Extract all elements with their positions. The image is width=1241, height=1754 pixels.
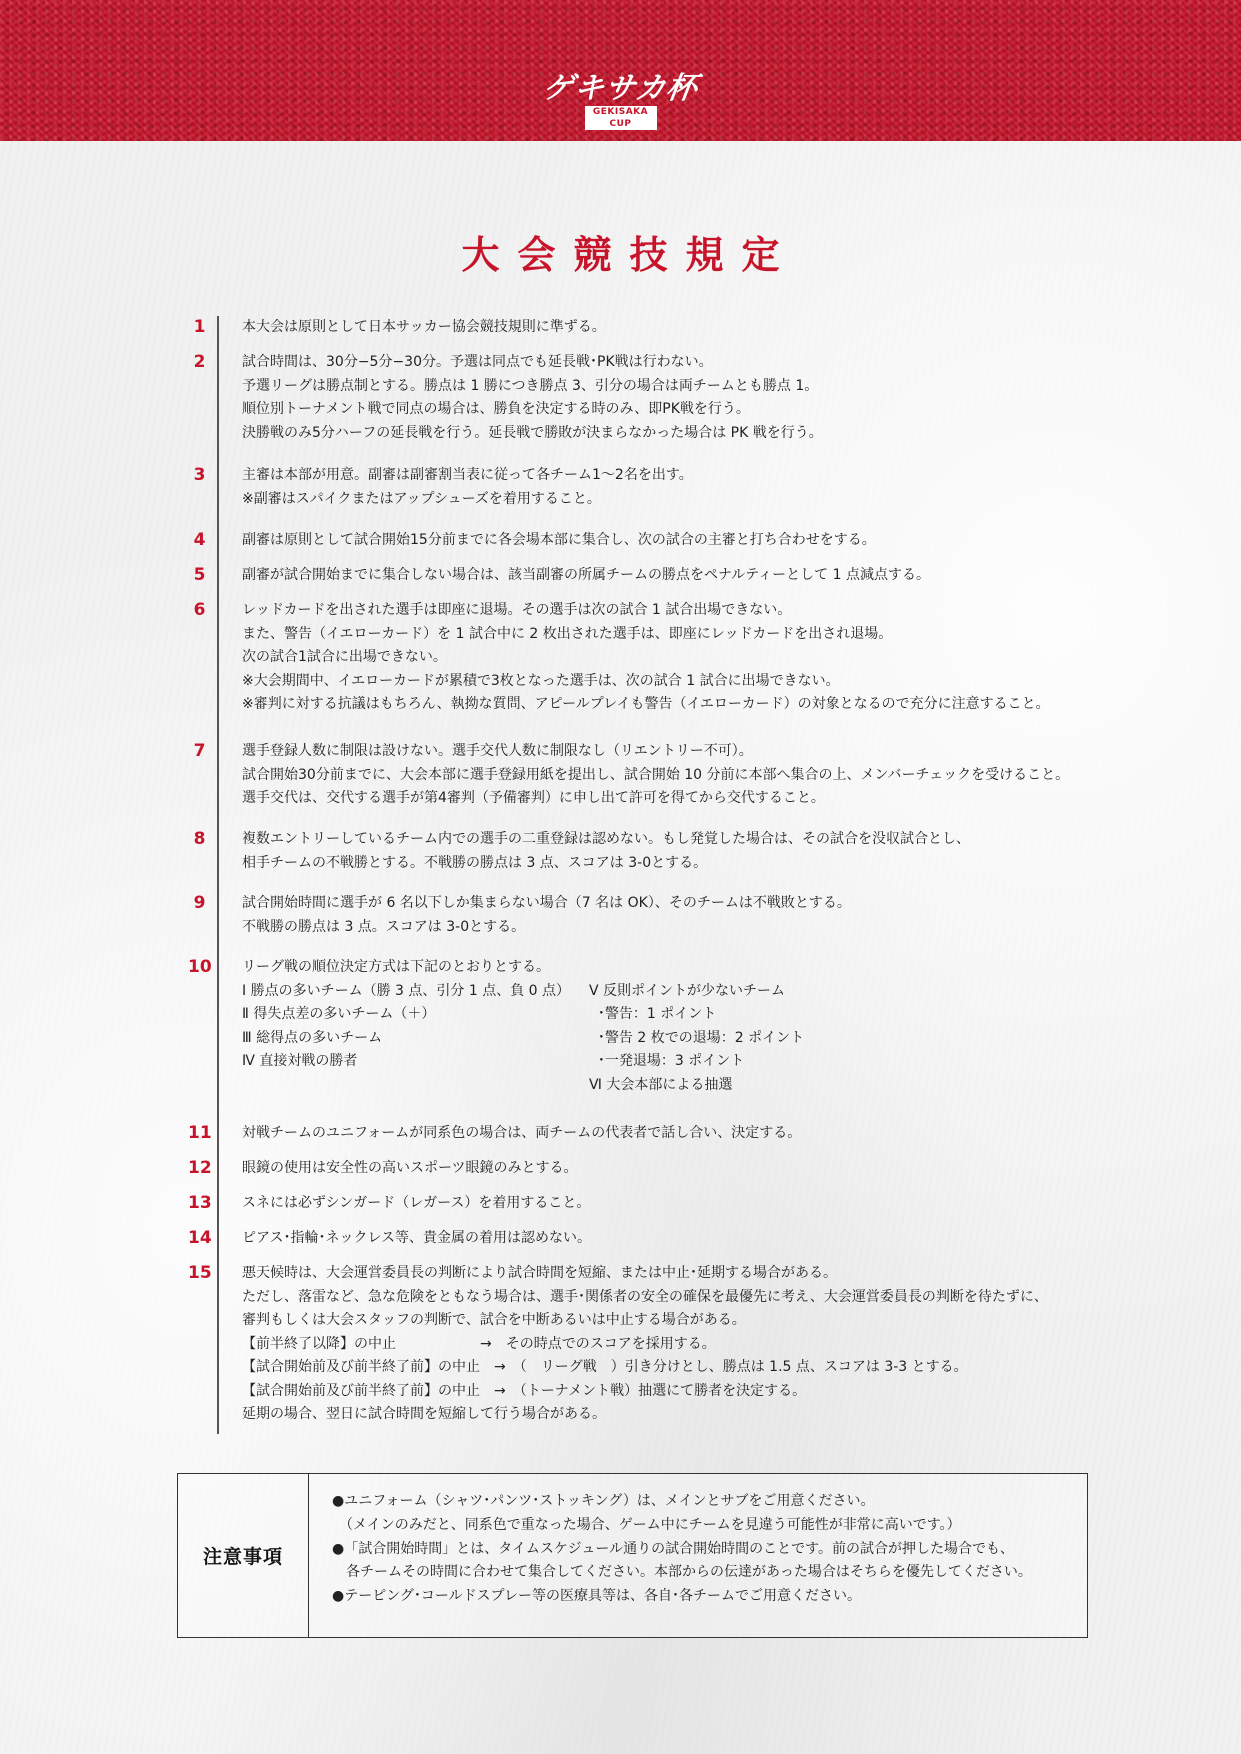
rule-text	[242, 464, 1182, 511]
rule-line: 予選リーグは勝点制とする。勝点は 1 勝につき勝点 3、引分の場合は両チームとも勝点 1。	[242, 377, 819, 394]
rule-line: スネには必ずシンガード（レガース）を着用すること。	[242, 1195, 591, 1211]
rule-text	[242, 351, 1182, 445]
rule-line: 選手交代は、交代する選手が第4審判（予備審判）に申し出て許可を得てから交代すること。	[242, 790, 825, 806]
rule-line: 悪天候時は、大会運営委員長の判断により試合時間を短縮、または中止･延期する場合がある。	[242, 1265, 837, 1281]
rule-line: 主審は本部が用意。副審は副審割当表に従って各チーム1〜2名を出す。	[242, 467, 693, 483]
rule-line: ただし、落雷など、急な危険をともなう場合は、選手･関係者の安全の確保を最優先に考え、大会運営委員長の判断を待たずに、	[242, 1288, 1048, 1305]
rule-line: ･警告：1 ポイント	[589, 1006, 717, 1022]
rule-text	[242, 1227, 1182, 1251]
rule-line: 審判もしくは大会スタッフの判断で、試合を中断あるいは中止する場合がある。	[242, 1312, 746, 1328]
rule-line: 副審は原則として試合開始15分前までに各会場本部に集合し、次の試合の主審と打ち合わせをする。	[242, 532, 876, 548]
rule-line: ※審判に対する抗議はもちろん、執拗な質問、アピールプレイも警告（イエローカード）の対象となるので充分に注意すること。	[242, 696, 1050, 712]
rule-line: ･警告 2 枚での退場：2 ポイント	[589, 1029, 805, 1046]
rule-number: 7	[193, 741, 206, 761]
rule-text	[242, 1122, 1182, 1146]
notice-items	[332, 1490, 1072, 1609]
rule-text	[242, 316, 1182, 340]
rule-line: 相手チームの不戦勝とする。不戦勝の勝点は 3 点、スコアは 3-0とする。	[242, 854, 708, 871]
rule-subcolumn	[589, 980, 804, 1098]
rule-number: 3	[193, 465, 206, 485]
rule-line: Ⅲ 総得点の多いチーム	[242, 1029, 383, 1046]
rule-text	[242, 1192, 1182, 1216]
rule-line: Ⅴ 反則ポイントが少ないチーム	[589, 982, 786, 999]
rule-text	[242, 740, 1182, 811]
rule-number: 10	[188, 957, 212, 977]
rule-line: 【試合開始前及び前半終了前】の中止 → （トーナメント戦）抽選にて勝者を決定する。	[242, 1382, 807, 1399]
rule-line: 副審が試合開始までに集合しない場合は、該当副審の所属チームの勝点をペナルティーとして 1 点減点する。	[242, 567, 930, 583]
notice-label: 注意事項	[178, 1474, 309, 1637]
rule-text	[242, 892, 1182, 939]
rule-text	[242, 564, 1182, 588]
rule-number: 15	[188, 1263, 212, 1283]
rule-line: 本大会は原則として日本サッカー協会競技規則に準ずる。	[242, 319, 606, 335]
notice-line: ●ユニフォーム（シャツ･パンツ･ストッキング）は、メインとサブをご用意ください。	[332, 1493, 875, 1509]
notice-line: 各チームその時間に合わせて集合してください。本部からの伝達があった場合はそちらを優先してください。	[332, 1564, 1032, 1581]
rule-line: 試合開始30分前までに、大会本部に選手登録用紙を提出し、試合開始 10 分前に本部へ集合の上、メンバーチェックを受けること。	[242, 766, 1070, 783]
rule-number: 6	[193, 600, 206, 620]
rule-text	[242, 599, 1182, 717]
rule-line: ･一発退場：3 ポイント	[589, 1053, 745, 1069]
rule-text	[242, 828, 1182, 875]
rule-line: リーグ戦の順位決定方式は下記のとおりとする。	[242, 959, 550, 975]
rule-line: 【前半終了以降】の中止 → その時点でのスコアを採用する。	[242, 1335, 716, 1352]
rule-number: 13	[188, 1193, 212, 1213]
rule-number: 9	[193, 893, 206, 913]
rule-number: 8	[193, 829, 206, 849]
rule-line: 対戦チームのユニフォームが同系色の場合は、両チームの代表者で話し合い、決定する。	[242, 1125, 802, 1141]
rule-line: ※大会期間中、イエローカードが累積で3枚となった選手は、次の試合 1 試合に出場できない。	[242, 672, 840, 689]
rule-number: 4	[193, 530, 206, 550]
logo-text: ゲキサカ杯	[540, 71, 701, 106]
rule-line: 複数エントリーしているチーム内での選手の二重登録は認めない。もし発覚した場合は、その試合を没収試合とし、	[242, 831, 970, 847]
rule-text	[242, 1262, 1182, 1427]
gekisaka-cup-logo	[0, 71, 1241, 130]
rule-line: レッドカードを出された選手は即座に退場。その選手は次の試合 1 試合出場できない。	[242, 602, 792, 618]
rule-line: Ⅰ 勝点の多いチーム（勝 3 点、引分 1 点、負 0 点）	[242, 982, 571, 999]
rule-line: 試合開始時間に選手が 6 名以下しか集まらない場合（7 名は OK）、そのチームは不戦敗とする。	[242, 895, 851, 911]
rule-line: 不戦勝の勝点は 3 点。スコアは 3-0とする。	[242, 918, 526, 935]
notice-line: （メインのみだと、同系色で重なった場合、ゲーム中にチームを見違う可能性が非常に高いです。）	[332, 1516, 961, 1533]
rule-text	[242, 529, 1182, 553]
rule-line: 選手登録人数に制限は設けない。選手交代人数に制限なし（リエントリー不可）。	[242, 743, 753, 759]
rule-line: 眼鏡の使用は安全性の高いスポーツ眼鏡のみとする。	[242, 1160, 578, 1176]
rule-line: また、警告（イエローカード）を 1 試合中に 2 枚出された選手は、即座にレッドカードを出され退場。	[242, 625, 893, 642]
rule-number: 1	[193, 317, 206, 337]
rule-line: Ⅵ 大会本部による抽選	[589, 1076, 733, 1093]
rule-number: 2	[193, 352, 206, 372]
rule-line: ※副審はスパイクまたはアップシューズを着用すること。	[242, 490, 601, 507]
rule-line: ピアス･指輪･ネックレス等、貴金属の着用は認めない。	[242, 1230, 592, 1246]
notice-box	[177, 1473, 1088, 1638]
notice-line: ●「試合開始時間」とは、タイムスケジュール通りの試合開始時間のことです。前の試合が押した場合でも、	[332, 1540, 1014, 1557]
rule-line: 順位別トーナメント戦で同点の場合は、勝負を決定する時のみ、即PK戦を行う。	[242, 401, 750, 417]
rule-text	[242, 956, 1182, 1093]
rule-line: 延期の場合、翌日に試合時間を短縮して行う場合がある。	[242, 1406, 606, 1422]
rule-number: 11	[188, 1123, 212, 1143]
page-title: 大会競技規定	[461, 233, 798, 277]
rule-text	[242, 1157, 1182, 1181]
rule-line: Ⅳ 直接対戦の勝者	[242, 1053, 358, 1069]
rule-line: Ⅱ 得失点差の多いチーム（＋）	[242, 1006, 436, 1022]
logo-sub-text: GEKISAKA CUP	[585, 106, 657, 130]
rule-line: 次の試合1試合に出場できない。	[242, 649, 447, 665]
notice-line: ●テーピング･コールドスプレー等の医療具等は、各自･各チームでご用意ください。	[332, 1588, 861, 1605]
rule-number: 14	[188, 1228, 212, 1248]
rule-number: 5	[193, 565, 206, 585]
rule-line: 試合時間は、30分−5分−30分。予選は同点でも延長戦･PK戦は行わない。	[242, 354, 713, 370]
rule-line: 決勝戦のみ5分ハーフの延長戦を行う。延長戦で勝敗が決まらなかった場合は PK 戦を行う。	[242, 424, 823, 441]
rule-line: 【試合開始前及び前半終了前】の中止 → （ リーグ戦 ）引き分けとし、勝点は 1.5 点、スコアは 3-3 とする。	[242, 1359, 968, 1375]
header-banner	[0, 0, 1241, 141]
rule-number: 12	[188, 1158, 212, 1178]
